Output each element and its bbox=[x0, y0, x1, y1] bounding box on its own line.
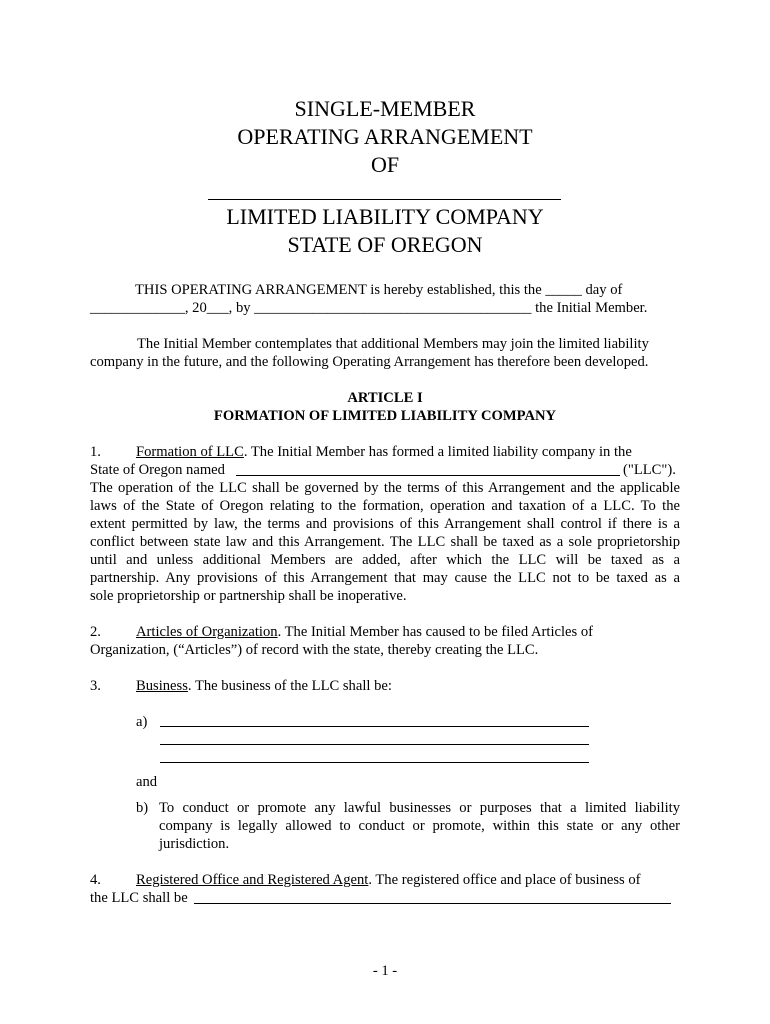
item-b-line-3: jurisdiction. bbox=[159, 836, 230, 852]
section1-line2-start: State of Oregon named bbox=[90, 462, 225, 478]
section3-title: Business bbox=[136, 678, 188, 694]
intro-line-1: THIS OPERATING ARRANGEMENT is hereby established, this the _____ day of bbox=[135, 282, 623, 298]
section1-line-7: until and unless additional Members are added, after which the LLC will be taxed as a bbox=[90, 552, 680, 568]
section1-line-3: The operation of the LLC shall be governed by the terms of this Arrangement and the applicable bbox=[90, 480, 680, 496]
section3-number: 3. bbox=[90, 678, 101, 694]
section1-line-4: laws of the State of Oregon relating to the formation, operation and taxation of a LLC. To the bbox=[90, 498, 680, 514]
title-line-3: OF bbox=[370, 152, 400, 177]
section2-line-1 bbox=[136, 623, 680, 641]
item-b-line-1: To conduct or promote any lawful businesses or purposes that a limited liability bbox=[159, 800, 680, 816]
item-b-label: b) bbox=[136, 800, 149, 816]
section4-number: 4. bbox=[90, 872, 101, 888]
section1-title: Formation of LLC bbox=[136, 444, 244, 460]
registered-office-blank-line bbox=[194, 903, 671, 904]
section1-number: 1. bbox=[90, 444, 101, 460]
llc-name-blank-line bbox=[236, 475, 620, 476]
section1-line2-end: ("LLC"). bbox=[623, 462, 676, 478]
business-blank-line-3 bbox=[160, 762, 589, 763]
section2-line-2: Organization, (“Articles”) of record with the state, thereby creating the LLC. bbox=[90, 642, 539, 658]
section2-line1-rest: . The Initial Member has caused to be filed Articles of bbox=[277, 624, 594, 640]
item-b-line-2: company is legally allowed to conduct or promote, within this state or any other bbox=[159, 818, 680, 834]
section1-line-8: partnership. Any provisions of this Arrangement that may cause the LLC not to be taxed as a bbox=[90, 570, 680, 586]
company-name-blank-line bbox=[208, 199, 561, 200]
section3-line1-rest: . The business of the LLC shall be: bbox=[187, 678, 392, 694]
section4-line2-start: the LLC shall be bbox=[90, 890, 188, 906]
section1-line-6: conflict between state law and this Arrangement. The LLC shall be taxed as a sole proprietorship bbox=[90, 534, 680, 550]
title-line-2: OPERATING ARRANGEMENT bbox=[237, 124, 533, 149]
and-text: and bbox=[136, 774, 158, 790]
section2-title: Articles of Organization bbox=[136, 624, 278, 640]
section4-title: Registered Office and Registered Agent bbox=[136, 872, 369, 888]
title-line-4: LIMITED LIABILITY COMPANY bbox=[226, 204, 544, 229]
page-number: - 1 - bbox=[372, 963, 398, 979]
section1-line1-rest: . The Initial Member has formed a limited liability company in the bbox=[243, 444, 632, 460]
article-subheading: FORMATION OF LIMITED LIABILITY COMPANY bbox=[213, 408, 557, 424]
title-line-1: SINGLE-MEMBER bbox=[294, 96, 476, 121]
para2-line-2: company in the future, and the following Operating Arrangement has therefore been developed. bbox=[90, 354, 649, 370]
business-blank-line-1 bbox=[160, 726, 589, 727]
intro-line-2: _____________, 20___, by ______________________________________ the Initial Member. bbox=[90, 300, 648, 316]
section1-line-9: sole proprietorship or partnership shall be inoperative. bbox=[90, 588, 407, 604]
article-heading: ARTICLE I bbox=[347, 390, 423, 406]
para2-line-1: The Initial Member contemplates that additional Members may join the limited liability bbox=[137, 336, 649, 352]
section1-line-5: extent permitted by law, the terms and provisions of this Arrangement shall control if there is a bbox=[90, 516, 680, 532]
business-blank-line-2 bbox=[160, 744, 589, 745]
title-line-5: STATE OF OREGON bbox=[287, 232, 483, 257]
section4-line-1 bbox=[136, 871, 641, 889]
item-a-label: a) bbox=[136, 714, 148, 730]
section1-line-1 bbox=[136, 443, 680, 461]
section3-line-1 bbox=[136, 677, 392, 695]
section2-number: 2. bbox=[90, 624, 101, 640]
section4-line1-rest: . The registered office and place of business of bbox=[368, 872, 641, 888]
